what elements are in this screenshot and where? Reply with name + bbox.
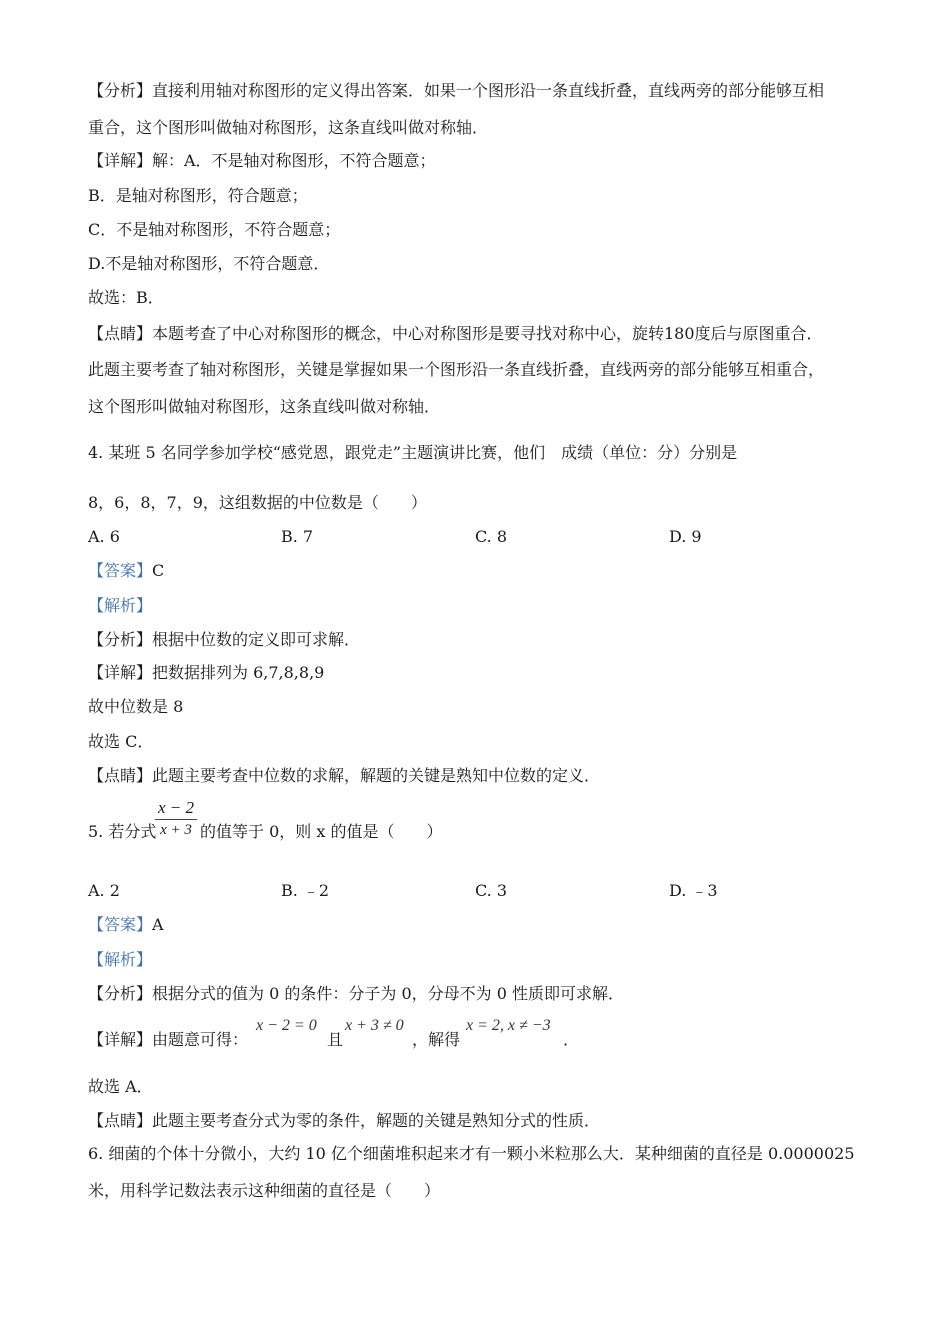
answer-label: 【答案】 xyxy=(88,915,153,934)
comment-line: 此题主要考查了轴对称图形，关键是掌握如果一个图形沿一条直线折叠，直线两旁的部分能够互相重合， xyxy=(88,360,825,379)
detail-line: 故中位数是 8 xyxy=(88,697,184,716)
question-5-suffix: 的值等于 0，则 x 的值是（ ） xyxy=(200,822,443,841)
comment-line: 【点睛】此题主要考查中位数的求解，解题的关键是熟知中位数的定义． xyxy=(88,766,601,785)
question-6-stem: 米，用科学记数法表示这种细菌的直径是（ ） xyxy=(88,1181,441,1200)
detail-prefix: 【详解】由题意可得： xyxy=(88,1030,249,1049)
option-a: A. 2 xyxy=(88,881,120,900)
equation-numerator-zero: x − 2 = 0 xyxy=(256,1017,317,1034)
analysis-label: 【解析】 xyxy=(88,596,153,615)
answer-line xyxy=(88,560,164,582)
detail-line: B．是轴对称图形，符合题意； xyxy=(88,186,308,205)
detail-line: D.不是轴对称图形，不符合题意． xyxy=(88,254,330,273)
choice-line: 故选 A． xyxy=(88,1077,153,1096)
choice-line: 故选 C． xyxy=(88,732,154,751)
comment-line: 【点睛】此题主要考查分式为零的条件，解题的关键是熟知分式的性质． xyxy=(88,1111,601,1130)
question-6-stem: 6. 细菌的个体十分微小，大约 10 亿个细菌堆积起来才有一颗小米粒那么大．某种细菌的直径是 0.0000025 xyxy=(88,1144,855,1163)
option-b: B. 7 xyxy=(281,527,314,546)
equation-denominator-nonzero: x + 3 ≠ 0 xyxy=(345,1017,404,1034)
fraction xyxy=(155,797,197,840)
analysis-label: 【解析】 xyxy=(88,950,153,969)
question-4-stem: 4. 某班 5 名同学参加学校“感党恩，跟党走”主题演讲比赛，他们 成绩（单位：分）分别是 xyxy=(88,443,738,462)
analysis-line: 重合，这个图形叫做轴对称图形，这条直线叫做对称轴． xyxy=(88,118,489,137)
detail-line: 【详解】解：A．不是轴对称图形，不符合题意； xyxy=(88,151,436,170)
option-a: A. 6 xyxy=(88,527,120,546)
fraction-denominator: x + 3 xyxy=(160,822,192,838)
option-b: B. ﹣2 xyxy=(281,881,330,900)
option-c: C. 8 xyxy=(475,527,508,546)
equation-solution: x = 2, x ≠ −3 xyxy=(466,1017,551,1034)
answer-label: 【答案】 xyxy=(88,561,153,580)
answer-value: A xyxy=(152,915,164,934)
answer-value: C xyxy=(152,561,165,580)
answer-line xyxy=(88,914,164,936)
analysis-line: 【分析】根据中位数的定义即可求解． xyxy=(88,630,361,649)
option-c: C. 3 xyxy=(475,881,508,900)
solve-text: ，解得 xyxy=(412,1030,461,1049)
fraction-numerator: x − 2 xyxy=(155,797,197,820)
comment-line: 【点睛】本题考查了中心对称图形的概念，中心对称图形是要寻找对称中心，旋转180度后与原图重合． xyxy=(88,324,823,343)
option-d: D. ﹣3 xyxy=(669,881,718,900)
period: ． xyxy=(563,1030,580,1049)
analysis-line: 【分析】直接利用轴对称图形的定义得出答案．如果一个图形沿一条直线折叠，直线两旁的部分能够互相 xyxy=(88,81,825,100)
question-4-stem: 8，6，8，7，9，这组数据的中位数是（ ） xyxy=(88,493,427,512)
option-d: D. 9 xyxy=(669,527,702,546)
detail-line: 【详解】把数据排列为 6,7,8,8,9 xyxy=(88,663,325,682)
question-5-prefix: 5. 若分式 xyxy=(88,822,157,841)
analysis-line: 【分析】根据分式的值为 0 的条件：分子为 0，分母不为 0 性质即可求解． xyxy=(88,984,624,1003)
detail-line: C．不是轴对称图形，不符合题意； xyxy=(88,220,341,239)
choice-line: 故选：B． xyxy=(88,288,164,307)
comment-line: 这个图形叫做轴对称图形，这条直线叫做对称轴． xyxy=(88,397,441,416)
and-text: 且 xyxy=(327,1030,344,1049)
